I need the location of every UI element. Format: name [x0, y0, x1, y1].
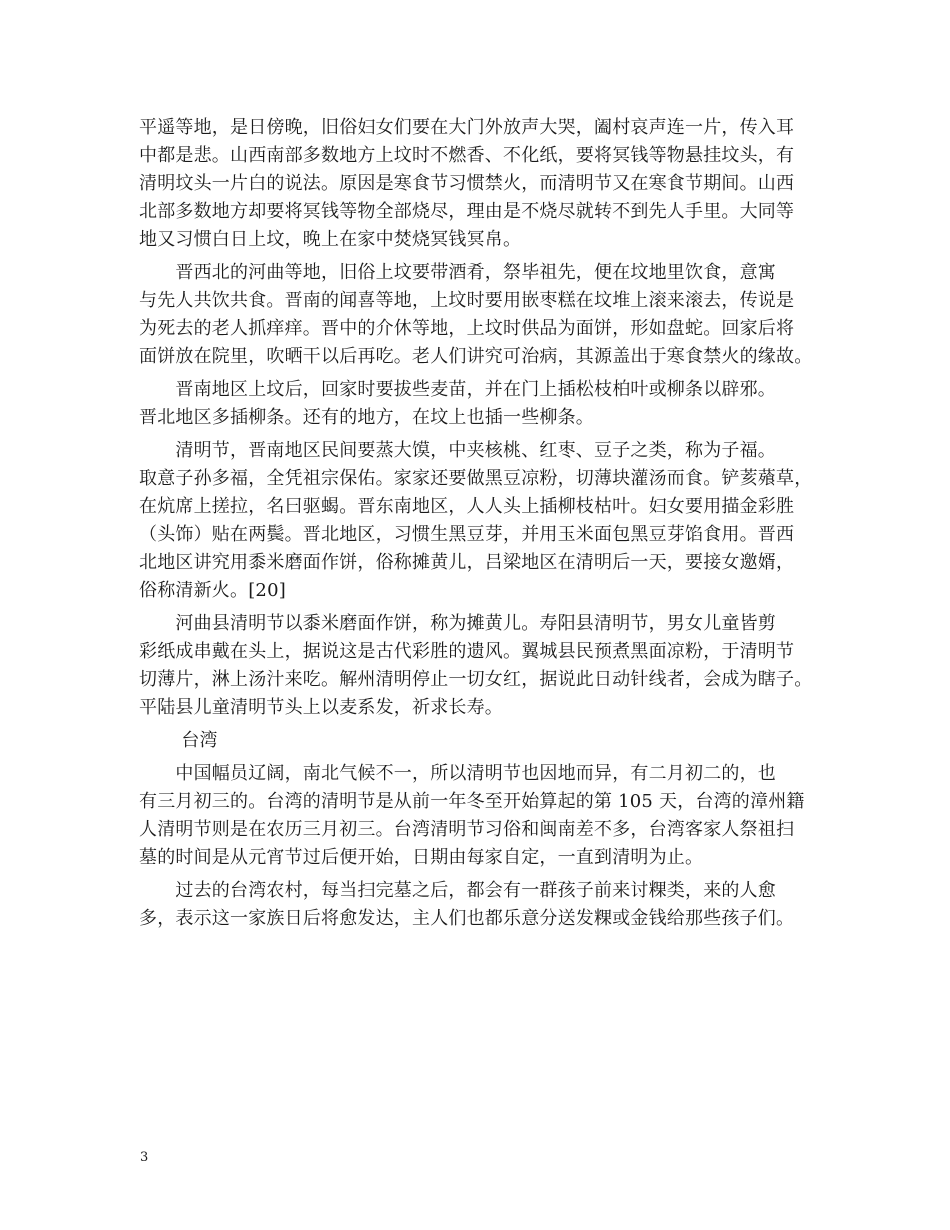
paragraph	[139, 610, 839, 722]
paragraph	[139, 877, 839, 933]
text-line: 与先人共饮共食。晋南的闻喜等地，上坟时要用嵌枣糕在坟堆上滚来滚去，传说是	[139, 290, 795, 311]
paragraph	[139, 376, 839, 432]
text-line: 在炕席上搓拉，名曰驱蝎。晋东南地区，人人头上插柳枝枯叶。妇女要用描金彩胜	[139, 496, 795, 517]
text-line: 北部多数地方却要将冥钱等物全部烧尽，理由是不烧尽就转不到先人手里。大同等	[139, 201, 795, 222]
section-heading	[139, 727, 839, 755]
text-line: 平遥等地，是日傍晚，旧俗妇女们要在大门外放声大哭，阖村哀声连一片，传入耳	[139, 117, 795, 138]
text-line: 切薄片，淋上汤汁来吃。解州清明停止一切女红，据说此日动针线者，会成为瞎子。	[139, 669, 813, 690]
text-line: 中国幅员辽阔，南北气候不一，所以清明节也因地而异，有二月初二的，也	[139, 763, 776, 784]
text-line: 台湾	[139, 730, 218, 751]
text-line: 平陆县儿童清明节头上以麦系发，祈求长寿。	[139, 697, 503, 718]
paragraph	[139, 259, 839, 371]
text-line: 清明节，晋南地区民间要蒸大馍，中夹核桃、红枣、豆子之类，称为子福。	[139, 440, 776, 461]
text-line: 多，表示这一家族日后将愈发达，主人们也都乐意分送发粿或金钱给那些孩子们。	[139, 908, 795, 929]
paragraph	[139, 114, 839, 254]
text-line: 取意子孙多福，全凭祖宗保佑。家家还要做黑豆凉粉，切薄块灌汤而食。铲荄薞草，	[139, 468, 813, 489]
text-line: 为死去的老人抓痒痒。晋中的介休等地，上坟时供品为面饼，形如盘蛇。回家后将	[139, 318, 795, 339]
text-line: 面饼放在院里，吹晒干以后再吃。老人们讲究可治病，其源盖出于寒食禁火的缘故。	[139, 346, 813, 367]
text-line: 墓的时间是从元宵节过后便开始，日期由每家自定，一直到清明为止。	[139, 847, 704, 868]
text-line: 晋西北的河曲等地，旧俗上坟要带酒肴，祭毕祖先，便在坟地里饮食，意寓	[139, 262, 776, 283]
paragraph	[139, 760, 839, 872]
text-line: 晋南地区上坟后，回家时要拔些麦苗，并在门上插松枝柏叶或柳条以辟邪。	[139, 379, 776, 400]
paragraph	[139, 437, 839, 605]
text-line: 晋北地区多插柳条。还有的地方，在坟上也插一些柳条。	[139, 407, 594, 428]
text-line: 地又习惯白日上坟，晚上在家中焚烧冥钱冥帛。	[139, 229, 522, 250]
text-line: 过去的台湾农村，每当扫完墓之后，都会有一群孩子前来讨粿类，来的人愈	[139, 880, 776, 901]
document-body	[139, 114, 839, 933]
text-line: （头饰）贴在两鬓。晋北地区，习惯生黑豆芽，并用玉米面包黑豆芽馅食用。晋西	[139, 524, 795, 545]
text-line: 河曲县清明节以黍米磨面作饼，称为摊黄儿。寿阳县清明节，男女儿童皆剪	[139, 613, 776, 634]
text-line: 清明坟头一片白的说法。原因是寒食节习惯禁火，而清明节又在寒食节期间。山西	[139, 173, 795, 194]
text-line: 俗称清新火。[20]	[139, 580, 286, 601]
text-line: 中都是悲。山西南部多数地方上坟时不燃香、不化纸，要将冥钱等物悬挂坟头，有	[139, 145, 795, 166]
text-line: 北地区讲究用黍米磨面作饼，俗称摊黄儿，吕梁地区在清明后一天，要接女邀婿，	[139, 552, 795, 573]
text-line: 人清明节则是在农历三月初三。台湾清明节习俗和闽南差不多，台湾客家人祭祖扫	[139, 819, 795, 840]
text-line: 彩纸成串戴在头上，据说这是古代彩胜的遗风。翼城县民预煮黑面凉粉，于清明节	[139, 641, 795, 662]
text-line: 有三月初三的。台湾的清明节是从前一年冬至开始算起的第 105 天，台湾的漳州籍	[139, 791, 805, 812]
page-number: 3	[140, 1150, 149, 1165]
